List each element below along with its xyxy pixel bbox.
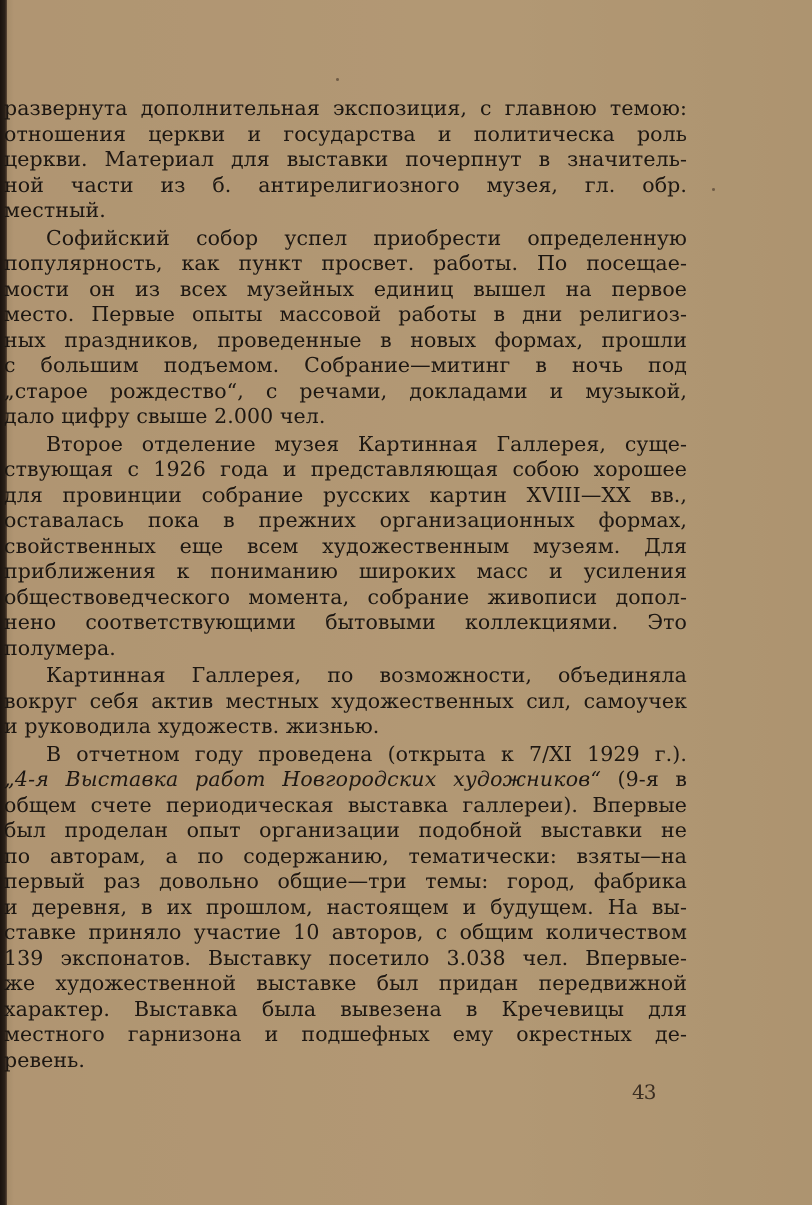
body-text	[4, 96, 687, 1073]
paragraph-5	[4, 742, 687, 1074]
text-line: дало цифру свыше 2.000 чел.	[4, 404, 326, 428]
text-line: оставалась пока в прежних организационных формах,	[4, 508, 687, 532]
text-line: ревень.	[4, 1047, 85, 1072]
exhibition-note: (9-я в	[601, 767, 687, 791]
text-line: полумера.	[4, 635, 116, 660]
text-line: местного гарнизона и подшефных ему окрестных де-	[4, 1022, 687, 1046]
paragraph-1	[4, 96, 687, 224]
text-line: же художественной выставке был придан передвижной	[4, 971, 687, 995]
text-line: с большим подъемом. Собрание—митинг в ночь под	[4, 353, 687, 377]
paragraph-2	[4, 226, 687, 430]
text-line: местный.	[4, 198, 106, 222]
text-line	[4, 767, 687, 793]
text-line: ных праздников, проведенные в новых формах, прошли	[4, 327, 687, 352]
text-line: В отчетном году проведена (открыта к 7/XI 1929 г.).	[46, 741, 687, 766]
page-number: 43	[632, 1080, 656, 1104]
text-line: популярность, как пункт просвет. работы. По посещае-	[4, 251, 687, 275]
text-line: приближения к пониманию широких масс и усиления	[4, 559, 687, 583]
text-line: для провинции собрание русских картин XVIII—XX вв.,	[4, 482, 687, 507]
text-line: развернута дополнительная экспозиция, с главною темою:	[4, 96, 687, 120]
paper-speck	[336, 78, 339, 81]
text-line: первый раз довольно общие—три темы: город, фабрика	[4, 869, 687, 893]
text-line: ствующая с 1926 года и представляющая собою хорошее	[4, 457, 687, 481]
text-line: место. Первые опыты массовой работы в дни религиоз-	[4, 302, 687, 326]
text-line: и деревня, в их прошлом, настоящем и будущем. На вы-	[4, 894, 687, 919]
text-line: Картинная Галлерея, по возможности, объединяла	[46, 663, 687, 687]
paper-speck	[712, 188, 715, 191]
text-line: общем счете периодическая выставка галлереи). Впервые	[4, 792, 687, 817]
text-line: свойственных еще всем художественным музеям. Для	[4, 533, 687, 558]
text-line: обществоведческого момента, собрание живописи допол-	[4, 584, 687, 609]
text-line: „старое рождество“, с речами, докладами и музыкой,	[4, 378, 687, 403]
text-line: церкви. Материал для выставки почерпнут в значитель-	[4, 147, 687, 171]
text-line: нено соответствующими бытовыми коллекциями. Это	[4, 610, 687, 634]
text-line: мости он из всех музейных единиц вышел на первое	[4, 276, 687, 301]
text-line: и руководила художеств. жизнью.	[4, 714, 380, 738]
text-line: ной части из б. антирелигиозного музея, гл. обр.	[4, 172, 687, 197]
text-line: по авторам, а по содержанию, тематически: взяты—на	[4, 843, 687, 868]
text-line: отношения церкви и государства и политическа роль	[4, 121, 687, 146]
text-line: 139 экспонатов. Выставку посетило 3.038 чел. Впервые-	[4, 945, 687, 970]
text-line: характер. Выставка была вывезена в Кречевицы для	[4, 996, 687, 1021]
text-line: ставке приняло участие 10 авторов, с общим количеством	[4, 920, 687, 944]
text-line: Софийский собор успел приобрести определенную	[46, 225, 687, 250]
text-line: Второе отделение музея Картинная Галлерея, суще-	[46, 431, 687, 456]
text-line: был проделан опыт организации подобной выставки не	[4, 818, 687, 842]
text-line: вокруг себя актив местных художественных сил, самоучек	[4, 688, 687, 713]
exhibition-title: „4-я Выставка работ Новгородских художников“	[4, 767, 602, 791]
paragraph-3	[4, 432, 687, 662]
paragraph-4	[4, 663, 687, 740]
